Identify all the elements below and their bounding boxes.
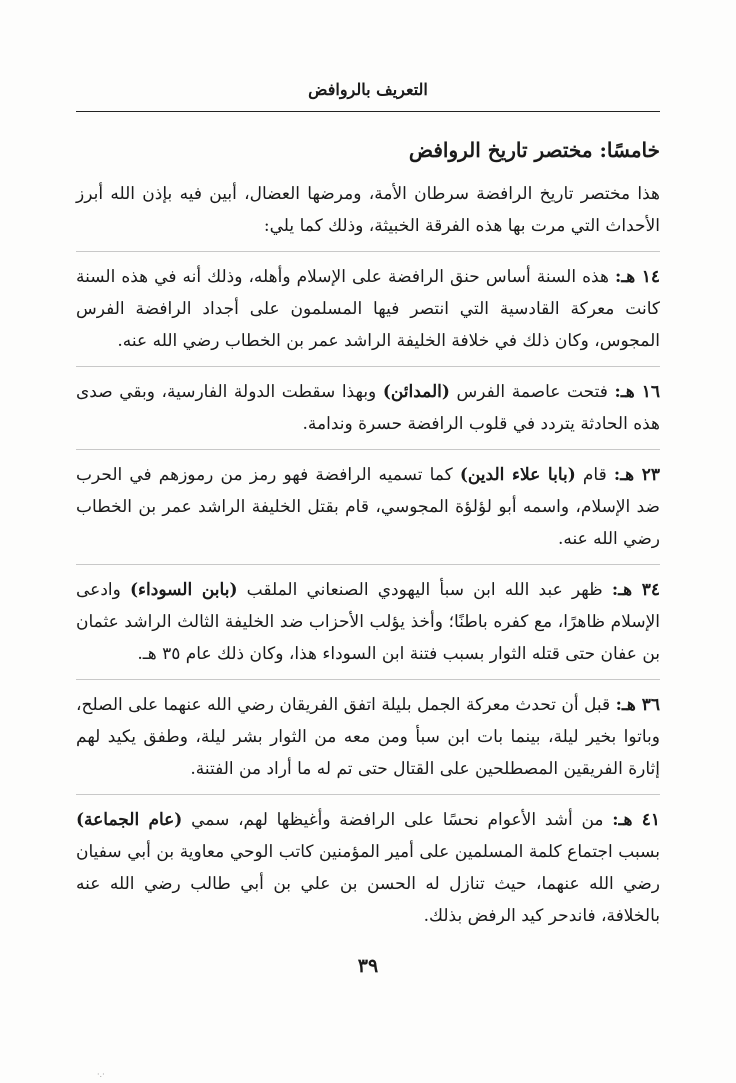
section-title: خامسًا: مختصر تاريخ الروافض: [408, 138, 660, 162]
entry-year: ٢٣ هـ:: [613, 465, 661, 485]
page-body: [76, 132, 660, 932]
header-rule: [76, 111, 660, 112]
entry-paragraph: [76, 804, 660, 932]
entry-paragraph: [76, 689, 660, 785]
entry-year: ٣٦ هـ:: [615, 695, 660, 715]
entry-text: هذه السنة أساس حنق الرافضة على الإسلام وأهله، وذلك أنه في هذه السنة كانت معركة القادسية التي انتصر فيها المسلمون على أجداد الرافضة الفرس المجوس، وكان ذلك في خلافة الخليفة الراشد عمر بن الخطاب رضي الله عنه.: [76, 267, 660, 351]
entry-bold-term: (بابن السوداء): [130, 580, 238, 600]
divider: [76, 679, 660, 680]
entry-text: قام: [575, 465, 614, 485]
entry-text: بسبب اجتماع كلمة المسلمين على أمير المؤمنين كاتب الوحي معاوية بن أبي سفيان رضي الله عنهما، حيث تنازل له الحسن بن علي بن أبي طالب رضي الله عنه بالخلافة، فاندحر كيد الرفض بذلك.: [76, 842, 660, 926]
scan-speck: ·.·: [97, 1070, 105, 1079]
entry-text: كما تسميه الرافضة فهو رمز من رموزهم في الحرب ضد الإسلام، واسمه أبو لؤلؤة المجوسي، قام بقتل الخليفة الراشد عمر بن الخطاب رضي الله عنه.: [76, 465, 660, 549]
entry-paragraph: [76, 459, 660, 555]
entry-paragraph: [76, 376, 660, 440]
divider: [76, 449, 660, 450]
entry-bold-term: (بابا علاء الدين): [459, 465, 576, 485]
entry-year: ٤١ هـ:: [612, 810, 660, 830]
entry-text: وبهذا سقطت الدولة الفارسية، وبقي صدى هذه الحادثة يتردد في قلوب الرافضة حسرة وندامة.: [76, 382, 660, 434]
running-header: التعريف بالروافض: [308, 80, 428, 99]
entry-text: قبل أن تحدث معركة الجمل بليلة اتفق الفريقان رضي الله عنهما على الصلح، وباتوا بخير ليلة، بينما بات ابن سبأ ومن معه من الثوار بشر ليلة، وطفق يكيد لهم إثارة الفريقين المصطلحين على القتال حتى تم له ما أراد من الفتنة.: [76, 695, 660, 779]
entry-year: ١٦ هـ:: [614, 382, 660, 402]
entry-text: وادعى الإسلام ظاهرًا، مع كفره باطنًا؛ وأخذ يؤلب الأحزاب ضد الخليفة الثالث الراشد عثمان بن عفان حتى قتله الثوار بسبب فتنة ابن السوداء هذا، وكان ذلك عام ٣٥ هـ.: [76, 580, 660, 664]
entry-paragraph: [76, 261, 660, 357]
entry-text: من أشد الأعوام نحسًا على الرافضة وأغيظها لهم، سمي: [182, 810, 613, 830]
divider: [76, 794, 660, 795]
divider: [76, 251, 660, 252]
entry-bold-term: (عام الجماعة): [76, 810, 183, 830]
entry-paragraph: [76, 574, 660, 670]
divider: [76, 564, 660, 565]
entry-bold-term: (المدائن): [382, 382, 450, 402]
entry-year: ٣٤ هـ:: [611, 580, 660, 600]
divider: [76, 366, 660, 367]
intro-paragraph: هذا مختصر تاريخ الرافضة سرطان الأمة، ومرضها العضال، أبين فيه بإذن الله أبرز الأحداث التي مرت بها هذه الفرقة الخبيثة، وذلك كما يلي:: [76, 184, 660, 236]
entry-text: فتحت عاصمة الفرس: [449, 382, 615, 402]
page-number: ٣٩: [357, 955, 379, 977]
entry-year: ١٤ هـ:: [614, 267, 661, 287]
entry-text: ظهر عبد الله ابن سبأ اليهودي الصنعاني الملقب: [237, 580, 612, 600]
